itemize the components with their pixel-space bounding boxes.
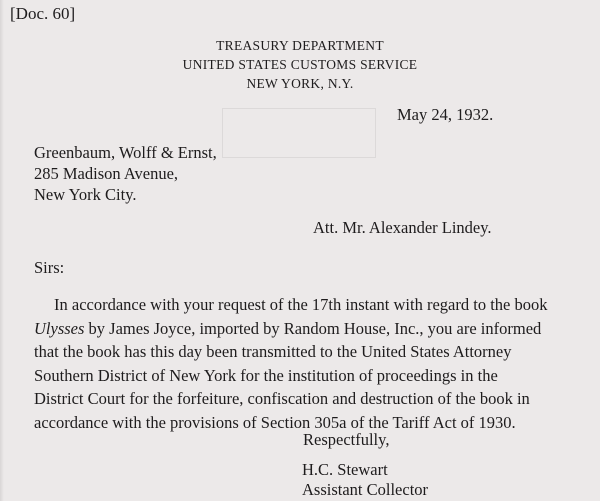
recipient-city: New York City. [34,185,137,204]
attention-line: Att. Mr. Alexander Lindey. [313,218,492,237]
letterhead-location: NEW YORK, N.Y. [246,76,354,91]
salutation: Sirs: [34,258,65,277]
recipient-street: 285 Madison Avenue, [34,164,179,183]
letterhead-department: TREASURY DEPARTMENT [216,38,384,53]
body-line: In accordance with your request of the 17th instant with regard to the book [54,295,548,314]
body-line: District Court for the forfeiture, confiscation and destruction of the book in [34,389,530,408]
signature-name: H.C. Stewart [302,460,388,479]
recipient-name: Greenbaum, Wolff & Ernst, [34,143,217,162]
body-line: accordance with the provisions of Section 305a of the Tariff Act of 1930. [34,412,516,432]
signature-title: Assistant Collector [302,480,429,499]
show-through-box [222,108,376,158]
document-label: [Doc. 60] [10,4,76,23]
body-line: Southern District of New York for the institution of proceedings in the [34,365,498,385]
letter-body [34,293,574,434]
closing: Respectfully, [303,430,390,449]
body-line [34,317,574,341]
letterhead-service: UNITED STATES CUSTOMS SERVICE [182,57,418,72]
letter-date: May 24, 1932. [397,105,494,124]
body-line: that the book has this day been transmitted to the United States Attorney [34,342,512,361]
body-line-text: by James Joyce, imported by Random House, Inc., you are informed [84,318,542,338]
book-title: Ulysses [34,318,85,338]
